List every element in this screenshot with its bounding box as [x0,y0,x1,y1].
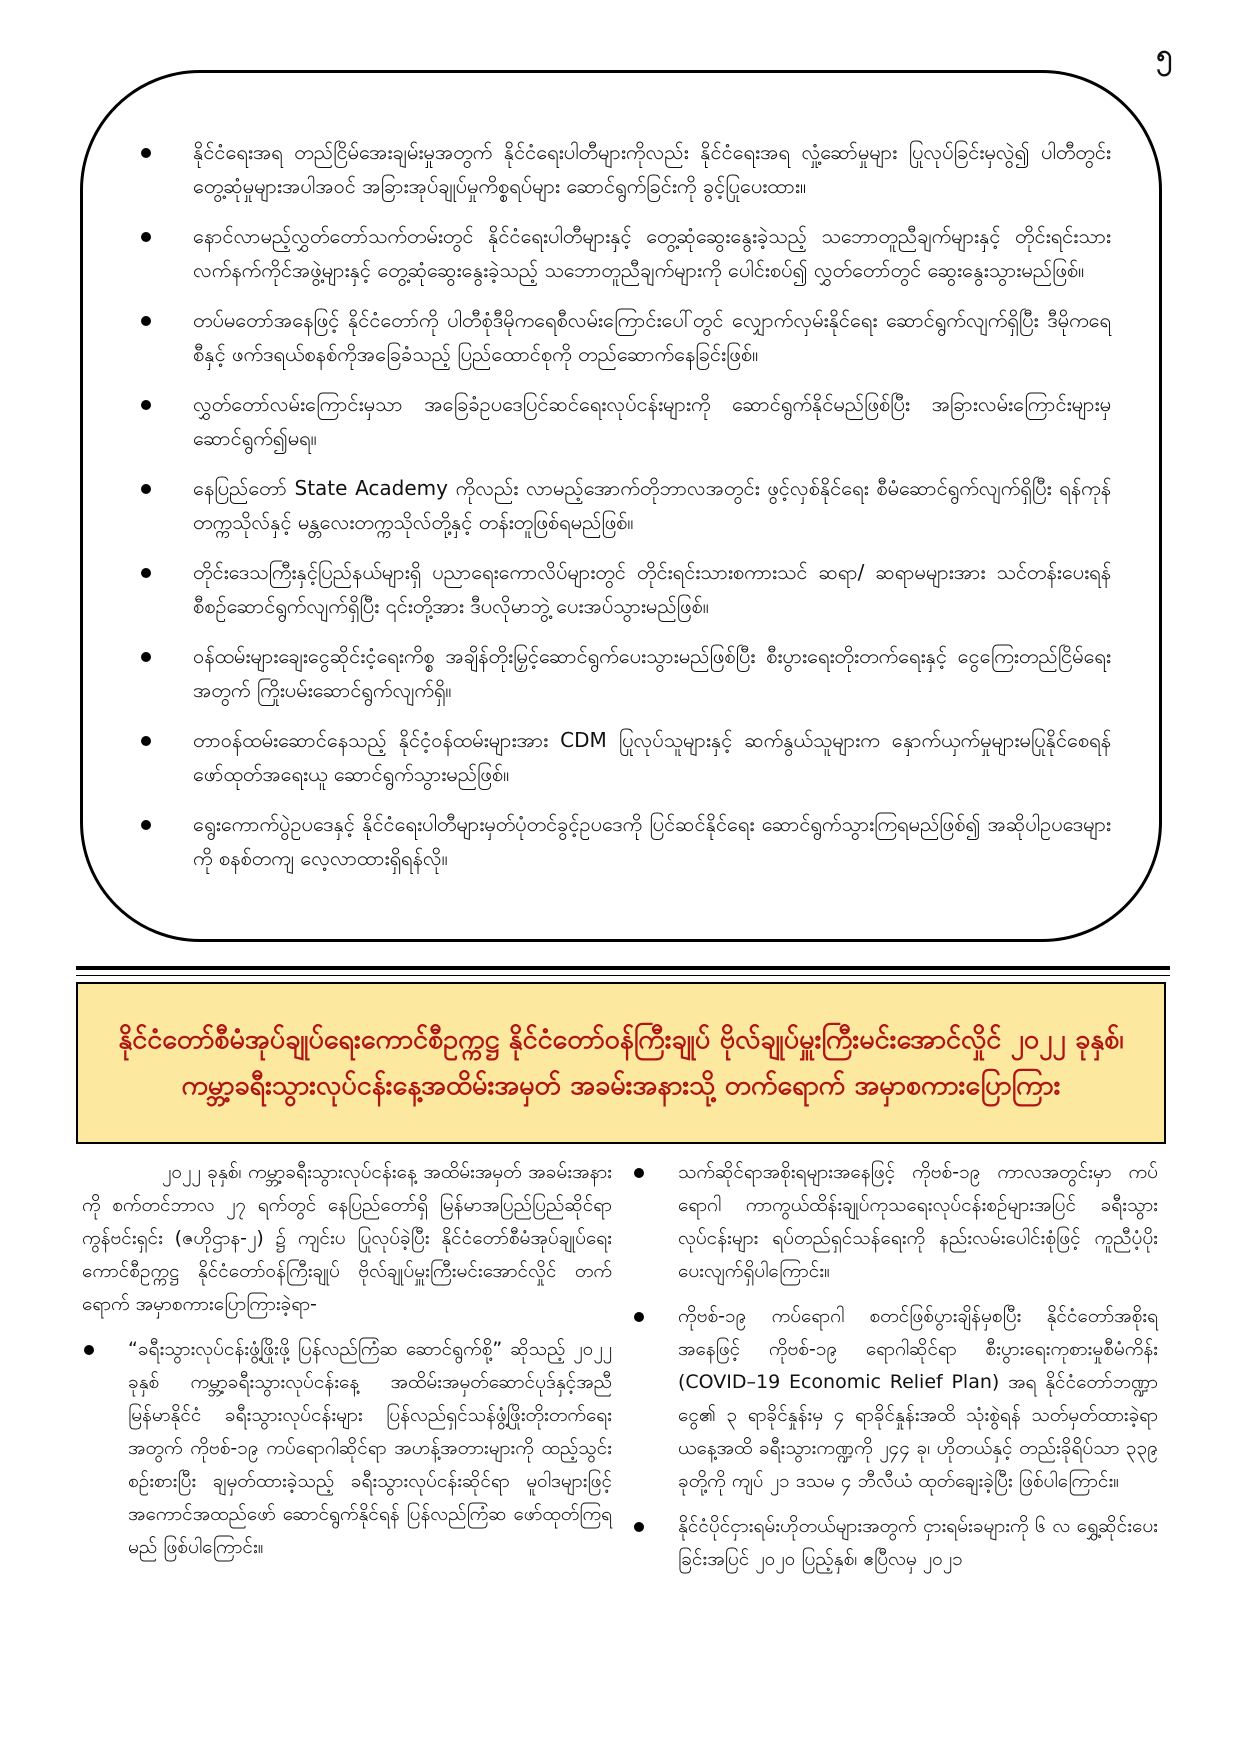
list-item [632,1300,1158,1498]
summary-item-text: ရွေးကောက်ပွဲဥပဒေနှင့် နိုင်ငံရေးပါတီများမှတ်ပုံတင်ခွင့်ဥပဒေကို ပြင်ဆင်နိုင်ရေး ဆောင်ရွက်သွားကြရမည်ဖြစ်၍ အဆိုပါဥပဒေများကို စနစ်တကျ လေ့လာထားရှိရန်လို။ [193,812,1111,870]
article-title: နိုင်ငံတော်စီမံအုပ်ချုပ်ရေးကောင်စီဥက္ကဋ္ဌ နိုင်ငံတော်ဝန်ကြီးချုပ် ဗိုလ်ချုပ်မှူးကြီးမင်းအောင်လှိုင် ၂၀၂၂ ခုနှစ်၊ ကမ္ဘာ့ခရီးသွားလုပ်ငန်းနေ့အထိမ်းအမှတ် အခမ်းအနားသို့ တက်ရောက် အမှာစကားပြောကြား [118,1024,1124,1101]
bullet-icon [141,316,151,326]
summary-item-text: လွှတ်တော်လမ်းကြောင်းမှသာ အခြေခံဥပဒေပြင်ဆင်ရေးလုပ်ငန်းများကို ဆောင်ရွက်နိုင်မည်ဖြစ်ပြီး အခြားလမ်းကြောင်းများမှ ဆောင်ရွက်၍မရ။ [193,392,1111,450]
summary-list [137,135,1111,875]
list-item-text: သက်ဆိုင်ရာအစိုးရများအနေဖြင့် ကိုဗစ်-၁၉ ကာလအတွင်းမှာ ကပ်ရောဂါ ကာကွယ်ထိန်းချုပ်ကုသရေးလုပ်ငန်းစဉ်များအပြင် ခရီးသွားလုပ်ငန်းများ ရပ်တည်ရှင်သန်ရေးကို နည်းလမ်းပေါင်းစုံဖြင့် ကူညီပံ့ပိုးပေးလျက်ရှိပါကြောင်း။ [678,1161,1158,1282]
divider-thin [76,975,1170,976]
summary-item-text: နိုင်ငံရေးအရ တည်ငြိမ်အေးချမ်းမှုအတွက် နိုင်ငံရေးပါတီများကိုလည်း နိုင်ငံရေးအရ လှုံ့ဆော်မှုများ ပြုလုပ်ခြင်းမှလွဲ၍ ပါတီတွင်းတွေ့ဆုံမှုများအပါအဝင် အခြားအုပ်ချုပ်မှုကိစ္စရပ်များ ဆောင်ရွက်ခြင်းကို ခွင့်ပြုပေးထား။ [193,140,1111,198]
divider-thick [76,966,1170,970]
summary-item [137,639,1111,707]
bullet-icon [634,1168,644,1178]
list-item-text: နိုင်ငံပိုင်ငှားရမ်းဟိုတယ်များအတွက် ငှားရမ်းခများကို ၆ လ ရွှေ့ဆိုင်းပေးခြင်းအပြင် ၂၀၂၀ ပြည့်နှစ်၊ ဧပြီလမှ ၂၀၂၁ [678,1515,1158,1570]
page-number: ၅ [1156,38,1172,71]
intro-paragraph: ၂၀၂၂ ခုနှစ်၊ ကမ္ဘာ့ခရီးသွားလုပ်ငန်းနေ့ အထိမ်းအမှတ် အခမ်းအနားကို စက်တင်ဘာလ ၂၇ ရက်တွင် နေပြည်တော်ရှိ မြန်မာအပြည်ပြည်ဆိုင်ရာ ကွန်ဗင်းရှင်း (ဇဟိုဌာန-၂) ၌ ကျင်းပ ပြုလုပ်ခဲ့ပြီး နိုင်ငံတော်စီမံအုပ်ချုပ်ရေးကောင်စီဥက္ကဋ္ဌ နိုင်ငံတော်ဝန်ကြီးချုပ် ဗိုလ်ချုပ်မှူးကြီးမင်းအောင်လှိုင် တက်ရောက် အမှာစကားပြောကြားခဲ့ရာ- [82,1161,612,1315]
bullet-icon [634,1312,644,1322]
list-item-text: “ခရီးသွားလုပ်ငန်းဖွံ့ဖြိုးဖို့ ပြန်လည်ကြံဆ ဆောင်ရွက်စို့” ဆိုသည့် ၂၀၂၂ ခုနှစ် ကမ္ဘာ့ခရီးသွားလုပ်ငန်းနေ့ အထိမ်းအမှတ်ဆောင်ပုဒ်နှင့်အညီ မြန်မာနိုင်ငံ ခရီးသွားလုပ်ငန်းများ ပြန်လည်ရှင်သန်ဖွံ့ဖြိုးတိုးတက်ရေးအတွက် ကိုဗစ်-၁၉ ကပ်ရောဂါဆိုင်ရာ အဟန့်အတားများကို ထည့်သွင်းစဉ်းစားပြီး ချမှတ်ထားခဲ့သည့် ခရီးသွားလုပ်ငန်းဆိုင်ရာ မူဝါဒများဖြင့် အကောင်အထည်ဖော် ဆောင်ရွက်နိုင်ရန် ပြန်လည်ကြံဆ ဖော်ထုတ်ကြရမည် ဖြစ်ပါကြောင်း။ [128,1338,612,1558]
bullet-icon [634,1522,644,1532]
bullet-icon [141,232,151,242]
left-bullet-list [82,1333,612,1564]
summary-item [137,471,1111,539]
summary-item [137,387,1111,455]
bullet-icon [141,148,151,158]
right-bullet-list [632,1156,1158,1576]
article-title-box [76,982,1166,1144]
summary-item-text: တပ်မတော်အနေဖြင့် နိုင်ငံတော်ကို ပါတီစုံဒီမိုကရေစီလမ်းကြောင်းပေါ်တွင် လျှောက်လှမ်းနိုင်ရေး ဆောင်ရွက်လျက်ရှိပြီး ဒီမိုကရေစီနှင့် ဖက်ဒရယ်စနစ်ကိုအခြေခံသည့် ပြည်ထောင်စုကို တည်ဆောက်နေခြင်းဖြစ်။ [193,308,1111,366]
bullet-icon [141,736,151,746]
list-item [632,1510,1158,1576]
bullet-icon [84,1345,94,1355]
bullet-icon [141,400,151,410]
summary-item [137,807,1111,875]
summary-item-text: ဝန်ထမ်းများချေးငွေဆိုင်းငံ့ရေးကိစ္စ အချိန်တိုးမြှင့်ဆောင်ရွက်ပေးသွားမည်ဖြစ်ပြီး စီးပွားရေးတိုးတက်ရေးနှင့် ငွေကြေးတည်ငြိမ်ရေးအတွက် ကြိုးပမ်းဆောင်ရွက်လျက်ရှိ။ [193,644,1111,702]
bullet-icon [141,568,151,578]
summary-box [80,70,1162,942]
bullet-icon [141,484,151,494]
summary-item-text: တာဝန်ထမ်းဆောင်နေသည့် နိုင်ငံ့ဝန်ထမ်းများအား CDM ပြုလုပ်သူများနှင့် ဆက်နွယ်သူများက နှောက်ယှက်မှုများမပြုနိုင်စေရန် ဖော်ထုတ်အရေးယူ ဆောင်ရွက်သွားမည်ဖြစ်။ [193,728,1111,786]
summary-item-text: နောင်လာမည့်လွှတ်တော်သက်တမ်းတွင် နိုင်ငံရေးပါတီများနှင့် တွေ့ဆုံဆွေးနွေးခဲ့သည့် သဘောတူညီချက်များနှင့် တိုင်းရင်းသားလက်နက်ကိုင်အဖွဲ့များနှင့် တွေ့ဆုံဆွေးနွေးခဲ့သည့် သဘောတူညီချက်များကို ပေါင်းစပ်၍ လွှတ်တော်တွင် ဆွေးနွေးသွားမည်ဖြစ်။ [193,224,1111,282]
summary-item [137,303,1111,371]
list-item-text: ကိုဗစ်-၁၉ ကပ်ရောဂါ စတင်ဖြစ်ပွားချိန်မှစပြီး နိုင်ငံတော်အစိုးရအနေဖြင့် ကိုဗစ်-၁၉ ရောဂါဆိုင်ရာ စီးပွားရေးကုစားမှုစီမံကိန်း (COVID–19 Economic Relief Plan) အရ နိုင်ငံတော်ဘဏ္ဍာငွေ၏ ၃ ရာခိုင်နှုန်းမှ ၄ ရာခိုင်နှုန်းအထိ သုံးစွဲရန် သတ်မှတ်ထားခဲ့ရာ ယနေ့အထိ ခရီးသွားကဏ္ဍကို ၂၄၄ ခု၊ ဟိုတယ်နှင့် တည်းခိုရိပ်သာ ၃၃၉ ခုတို့ကို ကျပ် ၂၁ ဒသမ ၄ ဘီလီယံ ထုတ်ချေးခဲ့ပြီး ဖြစ်ပါကြောင်း။ [678,1305,1158,1492]
left-column [82,1156,612,1576]
right-column [632,1156,1158,1588]
list-item [82,1333,612,1564]
summary-item [137,219,1111,287]
bullet-icon [141,652,151,662]
bullet-icon [141,820,151,830]
summary-item-text: နေပြည်တော် State Academy ကိုလည်း လာမည့်အောက်တိုဘာလအတွင်း ဖွင့်လှစ်နိုင်ရေး စီမံဆောင်ရွက်လျက်ရှိပြီး ရန်ကုန်တက္ကသိုလ်နှင့် မန္တလေးတက္ကသိုလ်တို့နှင့် တန်းတူဖြစ်ရမည်ဖြစ်။ [193,476,1111,534]
summary-item [137,555,1111,623]
summary-item-text: တိုင်းဒေသကြီးနှင့်ပြည်နယ်များရှိ ပညာရေးကောလိပ်များတွင် တိုင်းရင်းသားစကားသင် ဆရာ/ ဆရာမများအား သင်တန်းပေးရန် စီစဉ်ဆောင်ရွက်လျက်ရှိပြီး ၎င်းတို့အား ဒီပလိုမာဘွဲ့ ပေးအပ်သွားမည်ဖြစ်။ [193,560,1111,618]
summary-item [137,723,1111,791]
summary-item [137,135,1111,203]
list-item [632,1156,1158,1288]
